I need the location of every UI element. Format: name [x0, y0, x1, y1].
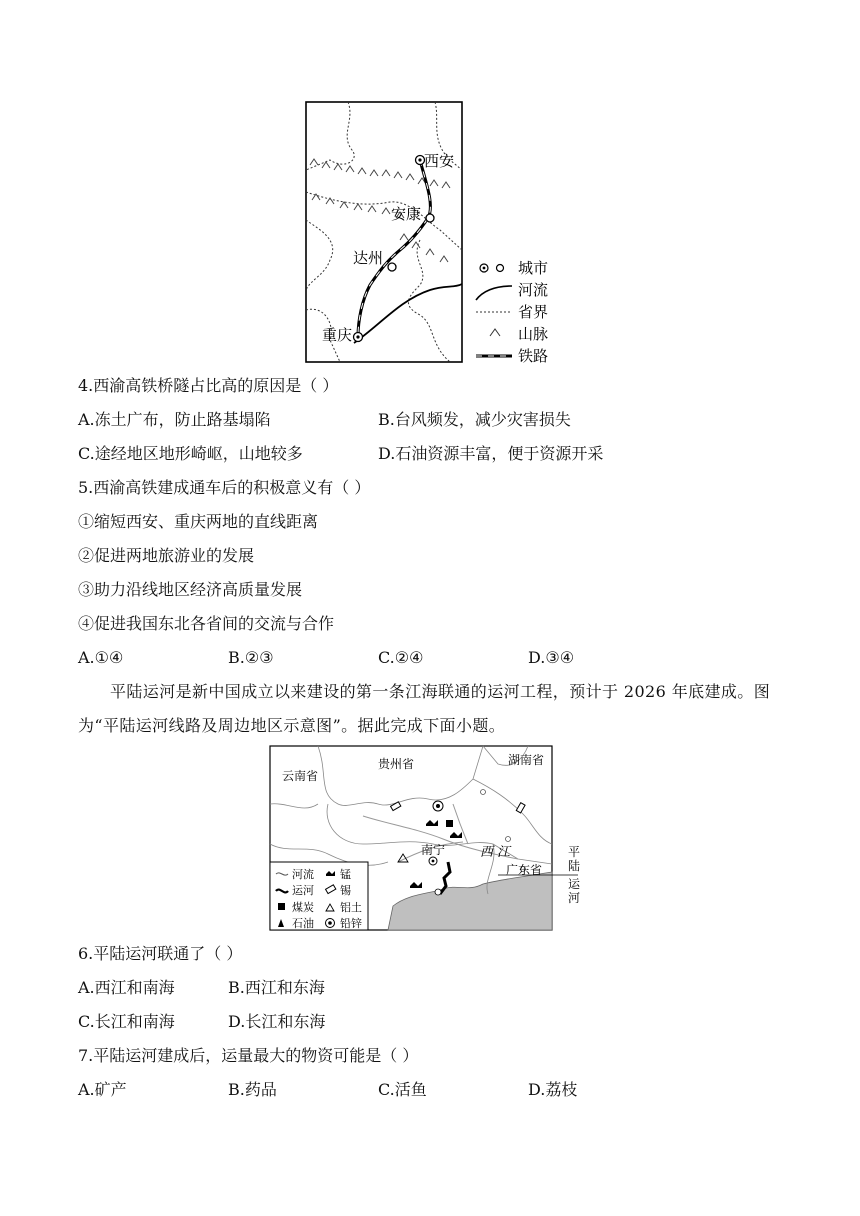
canal-label-char-4: 河 [567, 891, 581, 905]
map-legend [476, 259, 548, 365]
q5-option-a[interactable]: A.①④ [78, 648, 124, 667]
canal-label-char-2: 陆 [567, 859, 581, 873]
q5-statement: ②促进两地旅游业的发展 [78, 546, 255, 565]
pinglu-canal-map [268, 744, 598, 934]
canal-label-char-3: 运 [567, 877, 581, 891]
place-label: 西江 [480, 845, 515, 860]
q6-option-a[interactable]: A.西江和南海 [78, 978, 175, 997]
q5-statement: ④促进我国东北各省间的交流与合作 [78, 614, 335, 633]
svg-text:运河: 运河 [292, 884, 314, 897]
q4-option-b[interactable]: B.台风频发，减少灾害损失 [378, 410, 571, 429]
city-label: 达州 [353, 249, 384, 267]
canal-label-char-1: 平 [567, 845, 581, 859]
question-7-stem: 7.平陆运河建成后，运量最大的物资可能是（ ） [78, 1046, 419, 1065]
q4-option-a[interactable]: A.冻土广布，防止路基塌陷 [78, 410, 271, 429]
svg-text:城市: 城市 [518, 259, 549, 277]
q4-option-d[interactable]: D.石油资源丰富，便于资源开采 [378, 444, 604, 463]
place-label: 南宁 [421, 843, 446, 857]
question-4-stem: 4.西渝高铁桥隧占比高的原因是（ ） [78, 376, 339, 395]
city-label: 西安 [424, 152, 455, 170]
region-label: 贵州省 [378, 757, 415, 771]
q5-option-b[interactable]: B.②③ [228, 648, 274, 667]
question-6-stem: 6.平陆运河联通了（ ） [78, 944, 243, 963]
q5-option-c[interactable]: C.②④ [378, 648, 424, 667]
svg-text:煤炭: 煤炭 [292, 901, 314, 914]
q4-option-c[interactable]: C.途经地区地形崎岖，山地较多 [78, 444, 303, 463]
svg-text:锡: 锡 [340, 884, 351, 897]
reading-passage: 平陆运河是新中国成立以来建设的第一条江海联通的运河工程，预计于 2026 年底建成。图为“平陆运河线路及周边地区示意图”。据此完成下面小题。 [78, 682, 771, 735]
q5-statement: ③助力沿线地区经济高质量发展 [78, 580, 303, 599]
q5-option-d[interactable]: D.③④ [528, 648, 575, 667]
q7-option-b[interactable]: B.药品 [228, 1080, 277, 1099]
q5-statement: ①缩短西安、重庆两地的直线距离 [78, 512, 319, 531]
svg-text:锰: 锰 [340, 868, 351, 881]
svg-text:石油: 石油 [292, 917, 314, 930]
xiyu-railway-map [300, 100, 570, 368]
map-legend [270, 862, 368, 930]
svg-text:铅锌: 铅锌 [340, 917, 362, 930]
region-label: 广东省 [506, 863, 543, 877]
svg-text:铝土: 铝土 [340, 901, 362, 914]
q6-option-b[interactable]: B.西江和东海 [228, 978, 325, 997]
region-label: 云南省 [282, 769, 319, 783]
q6-option-d[interactable]: D.长江和东海 [228, 1012, 326, 1031]
svg-text:铁路: 铁路 [518, 347, 549, 365]
svg-text:河流: 河流 [292, 868, 314, 881]
svg-text:山脉: 山脉 [518, 325, 549, 343]
city-label: 安康 [391, 205, 422, 223]
svg-text:河流: 河流 [518, 281, 549, 299]
svg-text:省界: 省界 [518, 303, 549, 321]
q6-option-c[interactable]: C.长江和南海 [78, 1012, 175, 1031]
q7-option-d[interactable]: D.荔枝 [528, 1080, 578, 1099]
q7-option-a[interactable]: A.矿产 [78, 1080, 127, 1099]
q7-option-c[interactable]: C.活鱼 [378, 1080, 427, 1099]
region-label: 湖南省 [508, 753, 545, 767]
city-label: 重庆 [322, 326, 353, 344]
question-5-stem: 5.西渝高铁建成通车后的积极意义有（ ） [78, 478, 371, 497]
